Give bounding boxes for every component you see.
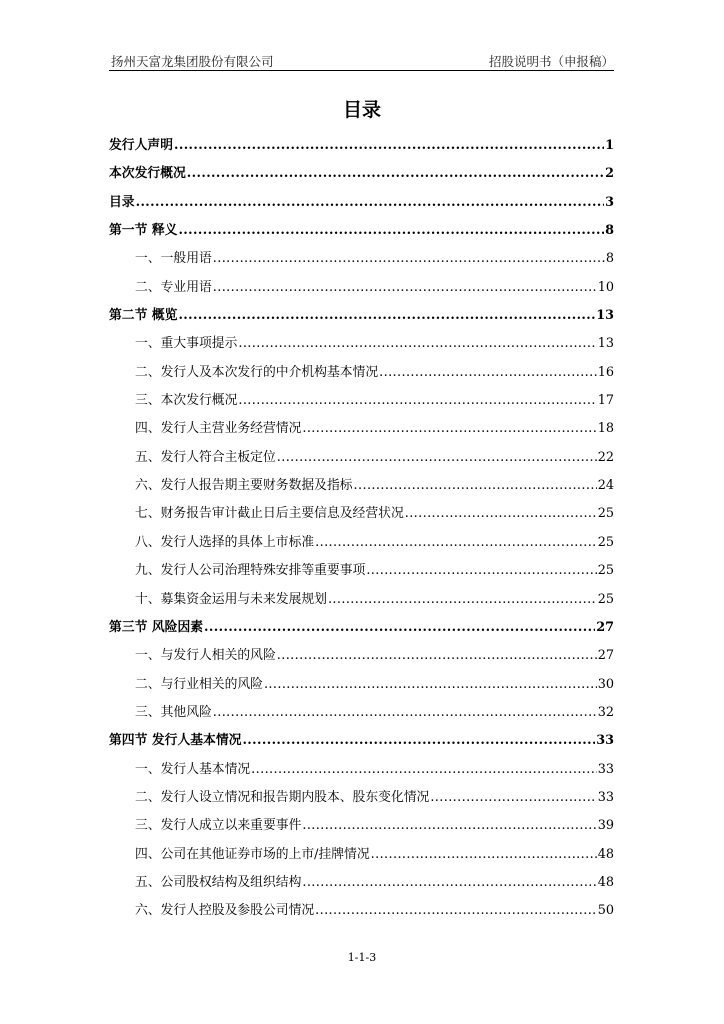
toc-dot-leader (213, 245, 605, 273)
toc-entry-title: 二、发行人及本次发行的中介机构基本情况 (135, 364, 379, 380)
toc-dot-leader (302, 415, 596, 443)
toc-entry-title: 三、发行人成立以来重要事件 (135, 818, 302, 834)
toc-section-entry[interactable] (109, 614, 614, 642)
toc-dot-leader (405, 500, 597, 528)
toc-entry-title: 六、发行人控股及参股公司情况 (135, 903, 315, 919)
toc-entry-page-number: 25 (597, 506, 614, 522)
toc-subsection-entry[interactable] (109, 529, 614, 557)
toc-section-entry[interactable] (109, 727, 614, 755)
toc-entry-page-number: 27 (596, 619, 614, 635)
toc-entry-page-number: 32 (597, 704, 614, 720)
toc-section-entry[interactable] (109, 160, 614, 188)
toc-dot-leader (315, 529, 597, 557)
toc-entry-page-number: 25 (597, 534, 614, 550)
toc-entry-page-number: 16 (597, 364, 614, 380)
toc-entry-page-number: 39 (597, 818, 614, 834)
toc-entry-page-number: 8 (605, 223, 614, 239)
header-divider (109, 70, 614, 71)
page-number: 1-1-3 (347, 951, 377, 964)
header-document-type: 招股说明书（申报稿） (488, 54, 614, 69)
toc-entry-title: 发行人声明 (109, 138, 173, 153)
toc-entry-title: 八、发行人选择的具体上市标准 (135, 534, 315, 550)
toc-entry-page-number: 18 (597, 421, 614, 437)
toc-entry-title: 第一节 释义 (109, 223, 178, 239)
toc-entry-page-number: 27 (597, 648, 614, 664)
toc-subsection-entry[interactable] (109, 897, 614, 925)
toc-entry-page-number: 33 (596, 733, 614, 749)
toc-entry-title: 目录 (109, 194, 135, 210)
toc-entry-page-number: 10 (597, 279, 614, 295)
toc-subsection-entry[interactable] (109, 415, 614, 443)
toc-entry-page-number: 50 (597, 903, 614, 919)
toc-dot-leader (251, 756, 597, 784)
toc-entry-title: 二、专业用语 (135, 279, 212, 295)
toc-subsection-entry[interactable] (109, 784, 614, 812)
toc-entry-title: 七、财务报告审计截止日后主要信息及经营状况 (135, 506, 404, 522)
toc-entry-page-number: 1 (605, 138, 614, 153)
toc-dot-leader (213, 274, 597, 302)
toc-dot-leader (174, 132, 604, 160)
toc-dot-leader (204, 614, 595, 642)
toc-section-entry[interactable] (109, 132, 614, 160)
toc-subsection-entry[interactable] (109, 472, 614, 500)
toc-dot-leader (213, 699, 597, 727)
toc-subsection-entry[interactable] (109, 841, 614, 869)
toc-subsection-entry[interactable] (109, 699, 614, 727)
toc-entry-page-number: 48 (597, 846, 614, 862)
toc-dot-leader (302, 812, 596, 840)
toc-subsection-entry[interactable] (109, 869, 614, 897)
toc-subsection-entry[interactable] (109, 245, 614, 273)
toc-entry-title: 第二节 概览 (109, 308, 178, 324)
header-company-name: 扬州天富龙集团股份有限公司 (111, 54, 274, 69)
toc-entry-title: 第三节 风险因素 (109, 619, 204, 635)
toc-entry-title: 四、公司在其他证券市场的上市/挂牌情况 (135, 846, 370, 862)
toc-entry-page-number: 22 (597, 449, 614, 465)
toc-subsection-entry[interactable] (109, 500, 614, 528)
toc-subsection-entry[interactable] (109, 330, 614, 358)
toc-entry-title: 九、发行人公司治理特殊安排等重要事项 (135, 563, 366, 579)
toc-subsection-entry[interactable] (109, 642, 614, 670)
toc-entry-title: 第四节 发行人基本情况 (109, 733, 242, 749)
toc-entry-title: 本次发行概况 (109, 166, 186, 182)
toc-dot-leader (277, 444, 597, 472)
toc-entry-title: 三、本次发行概况 (135, 393, 238, 409)
toc-dot-leader (315, 897, 597, 925)
toc-entry-page-number: 8 (605, 251, 614, 267)
toc-dot-leader (371, 841, 597, 869)
page-title: 目录 (342, 99, 381, 121)
toc-entry-page-number: 3 (605, 194, 614, 210)
toc-dot-leader (366, 557, 596, 585)
toc-dot-leader (178, 217, 604, 245)
toc-entry-title: 一、重大事项提示 (135, 336, 238, 352)
toc-entry-title: 十、募集资金运用与未来发展规划 (135, 591, 327, 607)
toc-entry-page-number: 25 (597, 591, 614, 607)
toc-subsection-entry[interactable] (109, 812, 614, 840)
toc-entry-title: 一、一般用语 (135, 251, 212, 267)
toc-entry-title: 五、发行人符合主板定位 (135, 449, 276, 465)
toc-subsection-entry[interactable] (109, 586, 614, 614)
toc-entry-title: 五、公司股权结构及组织结构 (135, 874, 302, 890)
toc-dot-leader (238, 330, 596, 358)
toc-dot-leader (277, 642, 597, 670)
toc-entry-page-number: 33 (597, 789, 614, 805)
toc-entry-page-number: 17 (597, 393, 614, 409)
toc-entry-title: 一、与发行人相关的风险 (135, 648, 276, 664)
toc-entry-title: 二、与行业相关的风险 (135, 676, 263, 692)
toc-dot-leader (238, 387, 596, 415)
toc-entry-title: 四、发行人主营业务经营情况 (135, 421, 302, 437)
toc-entry-title: 二、发行人设立情况和报告期内股本、股东变化情况 (135, 789, 430, 805)
toc-dot-leader (302, 869, 596, 897)
toc-entry-page-number: 24 (597, 478, 614, 494)
page-header (109, 50, 614, 70)
toc-subsection-entry[interactable] (109, 274, 614, 302)
toc-entry-title: 六、发行人报告期主要财务数据及指标 (135, 478, 353, 494)
table-of-contents (109, 132, 614, 926)
toc-entry-title: 三、其他风险 (135, 704, 212, 720)
toc-entry-page-number: 25 (597, 563, 614, 579)
toc-dot-leader (379, 359, 597, 387)
toc-subsection-entry[interactable] (109, 444, 614, 472)
toc-section-entry[interactable] (109, 217, 614, 245)
toc-subsection-entry[interactable] (109, 387, 614, 415)
toc-entry-page-number: 13 (596, 308, 614, 324)
toc-entry-page-number: 13 (597, 336, 614, 352)
toc-subsection-entry[interactable] (109, 756, 614, 784)
toc-dot-leader (187, 160, 604, 188)
toc-section-entry[interactable] (109, 302, 614, 330)
toc-dot-leader (178, 302, 595, 330)
toc-dot-leader (354, 472, 597, 500)
toc-dot-leader (264, 671, 597, 699)
toc-subsection-entry[interactable] (109, 359, 614, 387)
toc-subsection-entry[interactable] (109, 557, 614, 585)
toc-section-entry[interactable] (109, 189, 614, 217)
toc-entry-page-number: 2 (605, 166, 614, 182)
toc-entry-page-number: 48 (597, 874, 614, 890)
toc-subsection-entry[interactable] (109, 671, 614, 699)
toc-dot-leader (242, 727, 595, 755)
toc-dot-leader (136, 189, 605, 217)
toc-dot-leader (430, 784, 596, 812)
toc-entry-title: 一、发行人基本情况 (135, 761, 251, 777)
toc-entry-page-number: 33 (597, 761, 614, 777)
toc-entry-page-number: 30 (597, 676, 614, 692)
toc-dot-leader (328, 586, 597, 614)
